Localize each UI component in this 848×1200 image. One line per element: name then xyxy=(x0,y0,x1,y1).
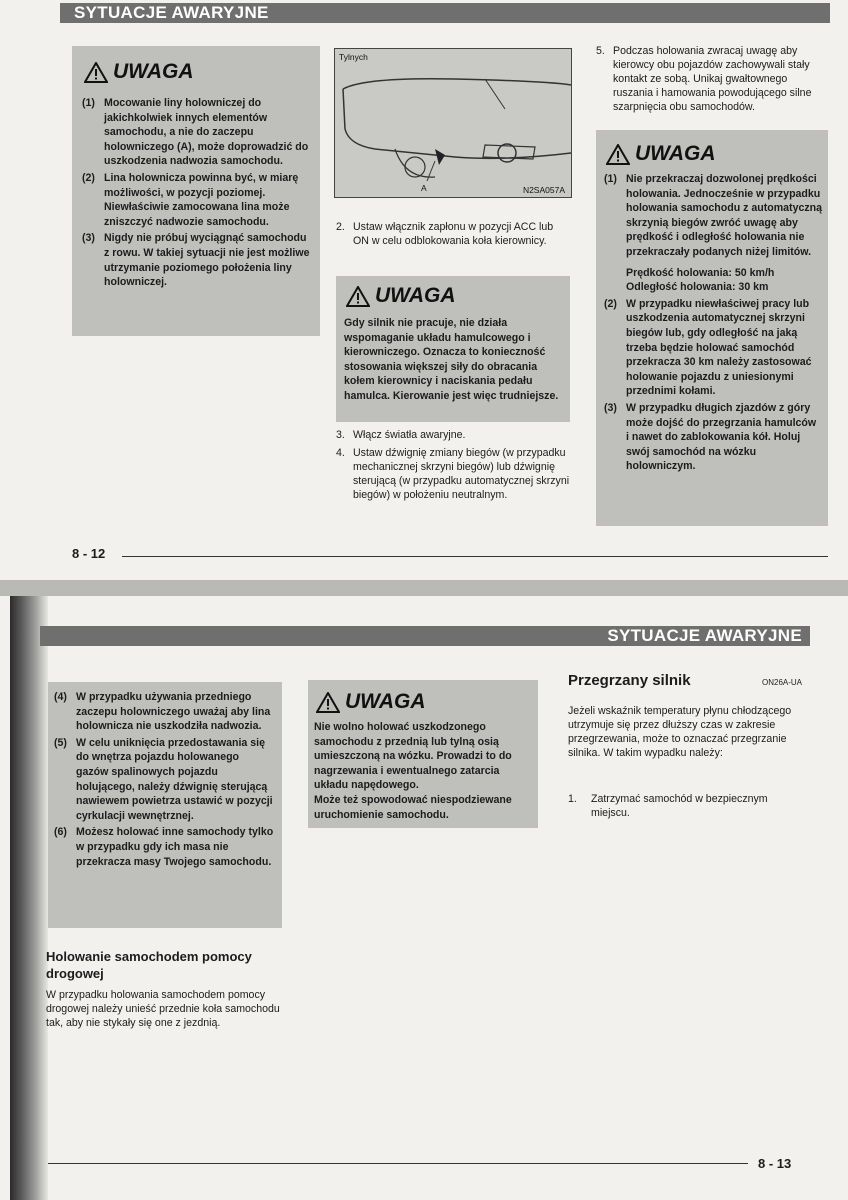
tow-point-label: A xyxy=(421,183,427,193)
distance-limit: Odległość holowania: 30 km xyxy=(626,281,769,294)
footer-rule xyxy=(122,556,828,557)
steps-list-a xyxy=(336,220,570,252)
section-header: SYTUACJE AWARYJNE xyxy=(607,626,802,645)
warning-text: Może też spowodować niespodziewane uruchomienie samochodu. xyxy=(314,793,512,821)
warning-list xyxy=(604,172,822,474)
warning-triangle-icon xyxy=(316,692,340,713)
rear-bumper-drawing xyxy=(335,49,571,197)
steps-list-b xyxy=(336,428,570,506)
warning-box-1 xyxy=(72,46,320,336)
section-code: ON26A-UA xyxy=(762,678,803,687)
section-heading: Holowanie samochodem pomocy drogowej xyxy=(46,949,252,981)
warning-item: (2) W przypadku niewłaściwej pracy lub uszkodzenia automatycznej skrzyni biegów lub, gdy odległość na jaką trzeba będzie holować samochód przekracza 30 km należy zastosować holowanie pojazdu z uniesionymi przednimi kołami. xyxy=(604,297,812,398)
figure-code: N2SA057A xyxy=(522,185,565,195)
warning-text: Gdy silnik nie pracuje, nie działa wspomaganie układu hamulcowego i kierowniczego. Oznacza to konieczność stosowania większej siły do obracania kołem kierownicy i naciskania pedału hamulca. Kierowanie jest więc trudniejsze. xyxy=(344,317,559,402)
warning-title xyxy=(316,690,532,714)
warning-title-text: UWAGA xyxy=(375,284,456,307)
warning-box-3 xyxy=(596,130,828,526)
towing-hook-figure xyxy=(334,48,572,198)
footer-rule xyxy=(48,1163,748,1164)
figure-caption-label: Tylnych xyxy=(339,52,368,62)
warning-item: (3) W przypadku długich zjazdów z góry może dojść do przegrzania hamulców i nawet do zablokowania kół. Holuj swój samochód na wózku holowniczym. xyxy=(604,401,817,473)
page-8-12 xyxy=(0,0,848,580)
warning-list xyxy=(82,96,310,290)
warning-title xyxy=(346,284,562,308)
step-item: 4. Ustaw dźwignię zmiany biegów (w przypadku mechanicznej skrzyni biegów) lub dźwignię sterującą (w przypadku automatycznej skrzyni biegów) w położeniu neutralnym. xyxy=(336,447,570,501)
page-number: 8 - 12 xyxy=(72,546,106,561)
warning-title xyxy=(84,60,310,84)
warning-box-2 xyxy=(336,276,570,422)
warning-item: (4) W przypadku używania przedniego zaczepu holowniczego uważaj aby lina holownicza nie uszkodziła nadwozia. xyxy=(54,691,271,733)
warning-item: (3) Nigdy nie próbuj wyciągnąć samochodu z rowu. W takiej sytuacji nie jest możliwe utrzymanie poziomego położenia liny holowniczej. xyxy=(82,232,310,289)
warning-item: (6) Możesz holować inne samochody tylko w przypadku gdy ich masa nie przekracza masy Twojego samochodu. xyxy=(54,826,274,868)
warning-box-4 xyxy=(308,680,538,828)
step-item: 1. Zatrzymać samochód w bezpiecznym miejscu. xyxy=(568,793,768,819)
step-item: 2. Ustaw włącznik zapłonu w pozycji ACC lub ON w celu odblokowania koła kierownicy. xyxy=(336,221,554,247)
overheat-steps xyxy=(568,792,808,824)
book-spine-shadow xyxy=(10,596,48,1200)
overheat-heading: Przegrzany silnik xyxy=(568,672,691,689)
warning-item: (5) W celu uniknięcia przedostawania się do wnętrza pojazdu holowanego gazów spalinowych pojazdu holującego, należy dźwignię sterującą nawiewem powietrza ustawić w pozycji cyrkulacji wewnętrznej. xyxy=(54,736,273,822)
warning-title-text: UWAGA xyxy=(635,142,716,165)
warning-list xyxy=(54,690,274,869)
page-8-13 xyxy=(0,596,848,1200)
section-header: SYTUACJE AWARYJNE xyxy=(74,3,269,22)
steps-list-c xyxy=(596,44,824,118)
warning-title xyxy=(606,142,822,166)
step-item: 5. Podczas holowania zwracaj uwagę aby kierowcy obu pojazdów zachowywali stały kontakt ze sobą. Unikaj gwałtownego ruszania i hamowania powodującego silne szarpnięcia obu samochodów. xyxy=(596,45,812,113)
warning-box-continued xyxy=(48,682,282,928)
page-gap xyxy=(0,580,848,596)
section-text: W przypadku holowania samochodem pomocy drogowej należy unieść przednie koła samochodu tak, aby nie stykały się one z jezdnią. xyxy=(46,989,280,1029)
overheat-text: Jeżeli wskaźnik temperatury płynu chłodzącego utrzymuje się przez dłuższy czas w zakresie przegrzewania, może to oznaczać przegrzanie silnika. W takim wypadku należy: xyxy=(568,705,792,759)
warning-triangle-icon xyxy=(84,62,108,83)
warning-item: (1) Nie przekraczaj dozwolonej prędkości holowania. Jednocześnie w przypadku holowania samochodu z automatyczną skrzynią biegów zwróć uwagę aby prędkość i odległość holowania nie przekraczały podanych niżej limitów. Prędkość holowania: 50 km/h Odległość holowania: 30 km xyxy=(604,173,823,294)
warning-triangle-icon xyxy=(606,144,630,165)
speed-limit: Prędkość holowania: 50 km/h xyxy=(626,266,775,279)
page-number: 8 - 13 xyxy=(758,1156,792,1171)
warning-text: Nie wolno holować uszkodzonego samochodu z przednią lub tylną osią umieszczoną na wózku. Prowadzi to do nagrzewania i ewentualnego zatarcia układu napędowego. xyxy=(314,721,512,792)
warning-item: (2) Lina holownicza powinna być, w miarę możliwości, w pozycji poziomej. Niewłaściwie zamocowana lina może zniszczyć nadwozie samochodu. xyxy=(82,171,299,228)
warning-item: (1) Mocowanie liny holowniczej do jakichkolwiek innych elementów samochodu, a nie do zaczepu holowniczego (A), może doprowadzić do uszkodzenia nadwozia samochodu. xyxy=(82,97,309,168)
warning-title-text: UWAGA xyxy=(345,690,426,713)
step-item: 3. Włącz światła awaryjne. xyxy=(336,429,466,441)
warning-triangle-icon xyxy=(346,286,370,307)
warning-title-text: UWAGA xyxy=(113,60,194,83)
